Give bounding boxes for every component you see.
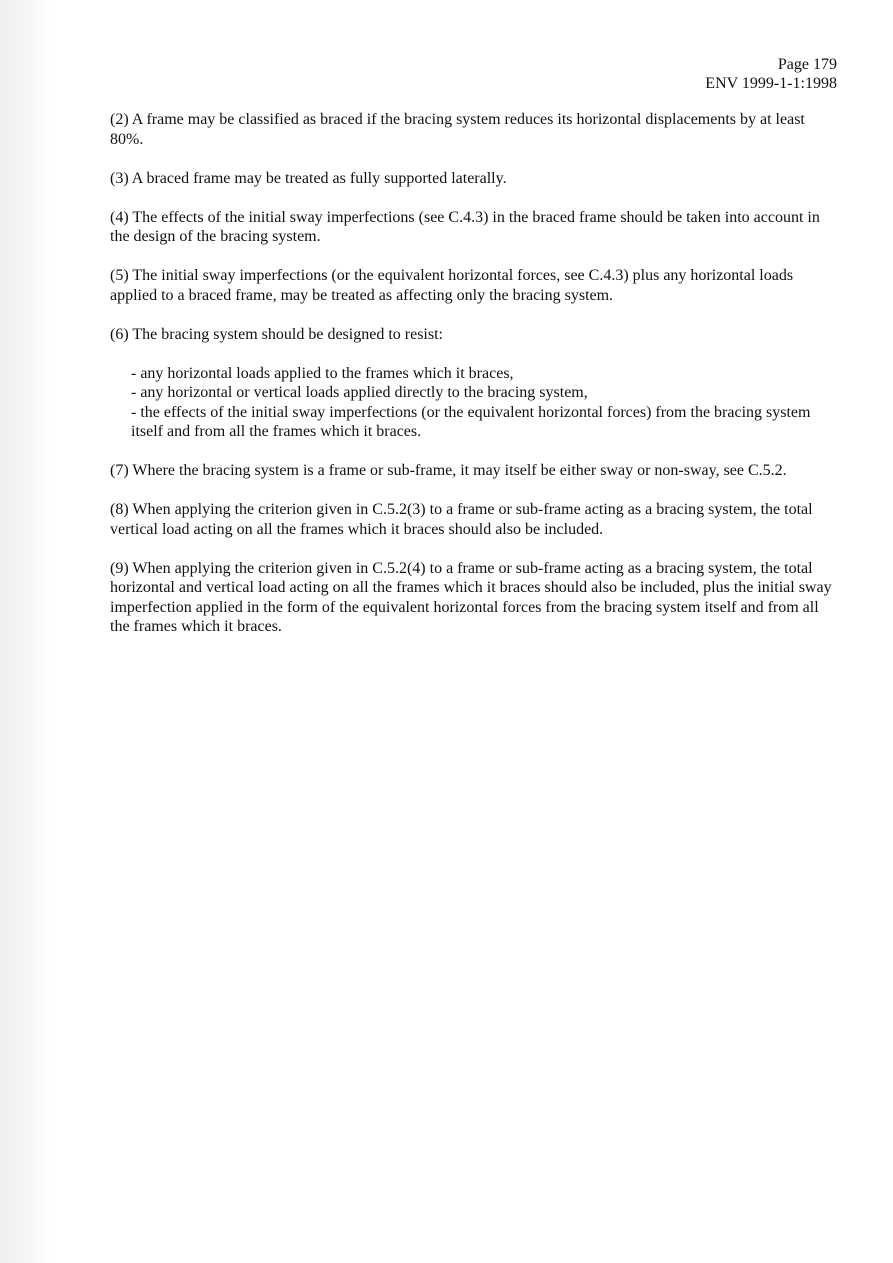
list-item: - any horizontal or vertical loads applied directly to the bracing system, — [131, 384, 588, 401]
page-number: Page 179 — [777, 56, 837, 73]
list-item: - any horizontal loads applied to the frames which it braces, — [131, 364, 514, 382]
paragraph-7: (7) Where the bracing system is a frame or sub-frame, it may itself be either sway or non-sway, see C.5.2. — [110, 462, 787, 479]
document-body — [110, 110, 840, 656]
paragraph-3: (3) A braced frame may be treated as fully supported laterally. — [110, 169, 507, 187]
paragraph-8: (8) When applying the criterion given in C.5.2(3) to a frame or sub-frame acting as a bracing system, the total vertical load acting on all the frames which it braces should also be included. — [110, 501, 813, 538]
paragraph-4: (4) The effects of the initial sway imperfections (see C.4.3) in the braced frame should be taken into account in the design of the bracing system. — [110, 208, 820, 245]
page-header — [705, 55, 837, 93]
paragraph-6: (6) The bracing system should be designed to resist: — [110, 325, 443, 343]
paragraph-6-list — [131, 364, 840, 442]
list-item: - the effects of the initial sway imperfections (or the equivalent horizontal forces) from the bracing system itself and from all the frames which it braces. — [131, 403, 811, 440]
paragraph-2: (2) A frame may be classified as braced if the bracing system reduces its horizontal displacements by at least 80%. — [110, 111, 805, 148]
paragraph-5: (5) The initial sway imperfections (or the equivalent horizontal forces, see C.4.3) plus any horizontal loads applied to a braced frame, may be treated as affecting only the bracing system. — [110, 267, 794, 304]
document-id: ENV 1999-1-1:1998 — [705, 75, 837, 92]
paragraph-9: (9) When applying the criterion given in C.5.2(4) to a frame or sub-frame acting as a bracing system, the total horizontal and vertical load acting on all the frames which it braces should also be included, plus the initial sway imperfection applied in the form of the equivalent horizontal forces from the bracing system itself and from all the frames which it braces. — [110, 559, 832, 635]
scan-edge-shadow — [0, 0, 50, 1263]
